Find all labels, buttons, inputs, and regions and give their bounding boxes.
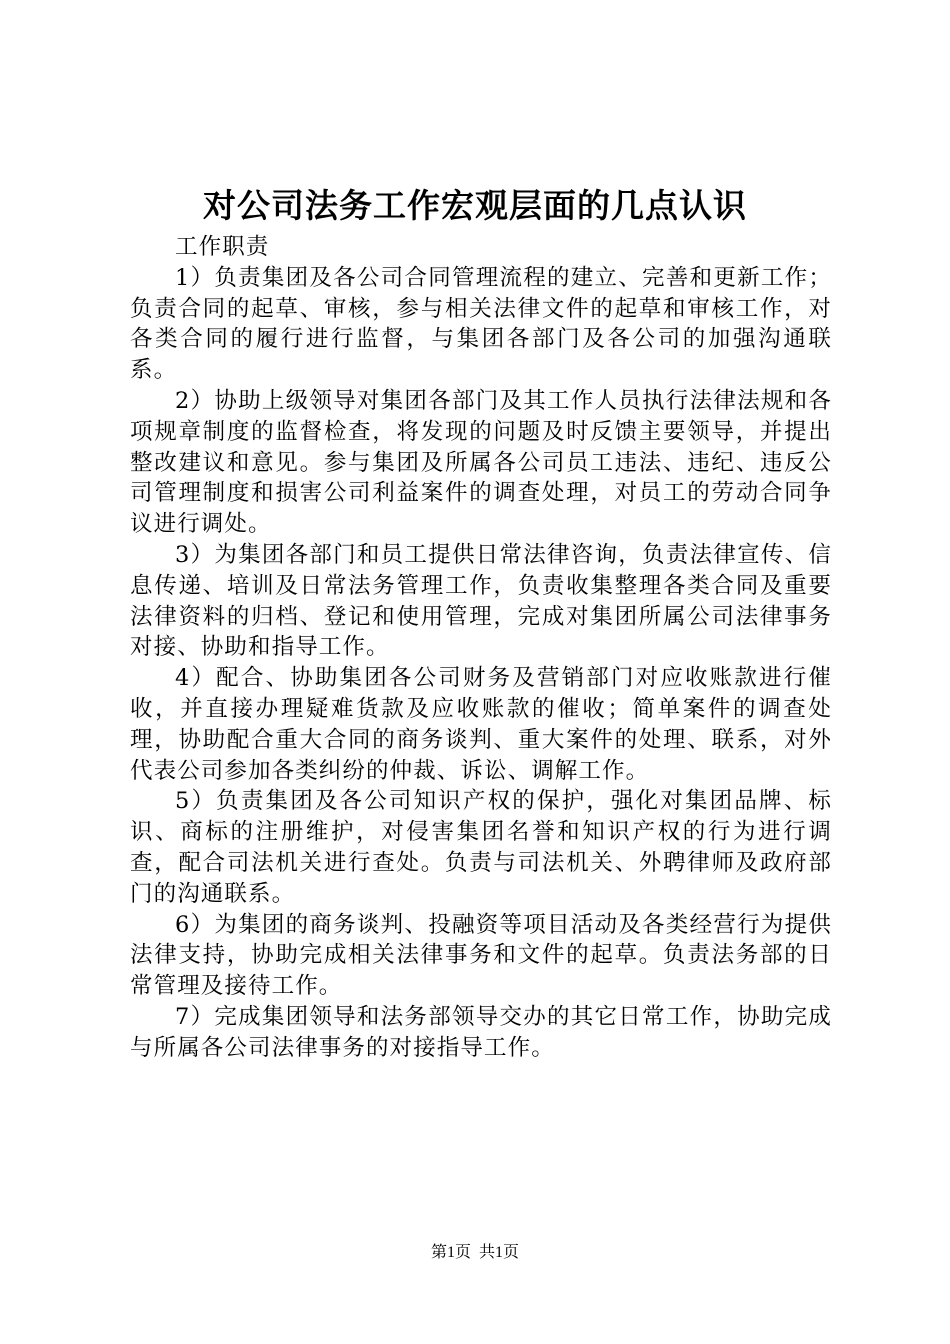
document-title: 对公司法务工作宏观层面的几点认识 <box>203 186 747 225</box>
page-number-footer: 第1页 共1页 <box>430 1244 519 1261</box>
paragraph-6: 6）为集团的商务谈判、投融资等项目活动及各类经营行为提供法律支持，协助完成相关法律事务和文件的起草。负责法务部的日常管理及接待工作。 <box>130 911 832 1000</box>
document-body <box>130 232 832 1064</box>
paragraph-4: 4）配合、协助集团各公司财务及营销部门对应收账款进行催收，并直接办理疑难货款及应收账款的催收；简单案件的调查处理，协助配合重大合同的商务谈判、重大案件的处理、联系，对外代表公司参加各类纠纷的仲裁、诉讼、调解工作。 <box>130 665 832 784</box>
paragraph-2: 2）协助上级领导对集团各部门及其工作人员执行法律法规和各项规章制度的监督检查，将发现的问题及时反馈主要领导，并提出整改建议和意见。参与集团及所属各公司员工违法、违纪、违反公司管理制度和损害公司利益案件的调查处理，对员工的劳动合同争议进行调处。 <box>130 387 832 538</box>
paragraph-3: 3）为集团各部门和员工提供日常法律咨询，负责法律宣传、信息传递、培训及日常法务管理工作，负责收集整理各类合同及重要法律资料的归档、登记和使用管理，完成对集团所属公司法律事务对接、协助和指导工作。 <box>130 541 832 661</box>
section-heading: 工作职责 <box>175 234 270 260</box>
paragraph-5: 5）负责集团及各公司知识产权的保护，强化对集团品牌、标识、商标的注册维护，对侵害集团名誉和知识产权的行为进行调查，配合司法机关进行查处。负责与司法机关、外聘律师及政府部门的沟通联系。 <box>130 788 832 907</box>
paragraph-1: 1）负责集团及各公司合同管理流程的建立、完善和更新工作；负责合同的起草、审核，参与相关法律文件的起草和审核工作，对各类合同的履行进行监督，与集团各部门及各公司的加强沟通联系。 <box>130 264 832 384</box>
paragraph-7: 7）完成集团领导和法务部领导交办的其它日常工作，协助完成与所属各公司法律事务的对接指导工作。 <box>130 1003 832 1061</box>
